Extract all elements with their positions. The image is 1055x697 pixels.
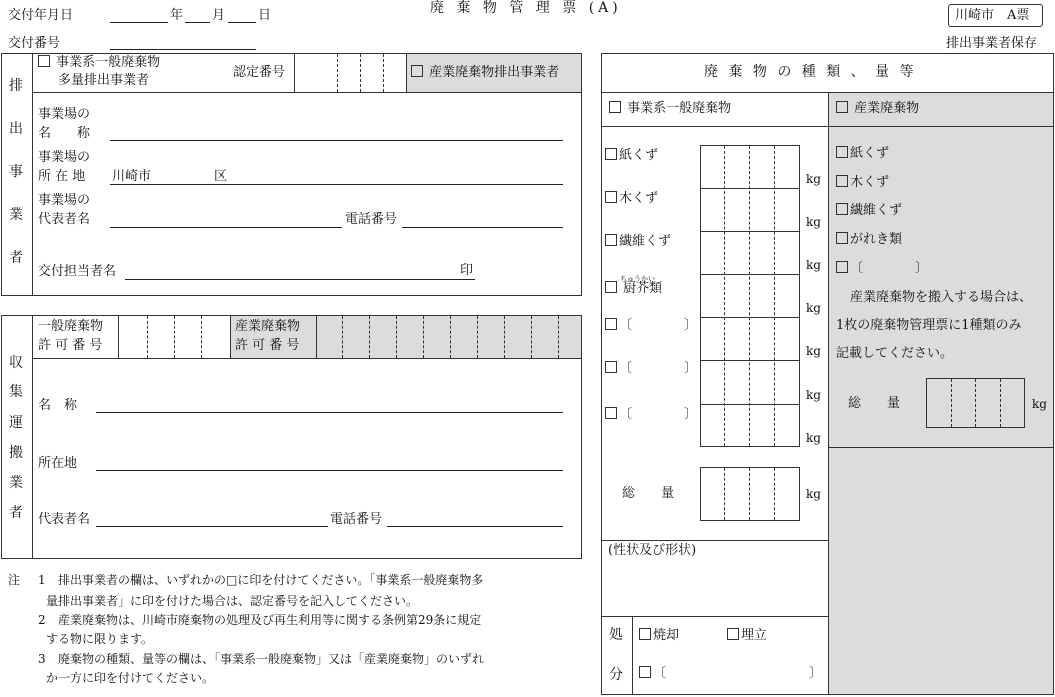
carrier-rep-field[interactable] xyxy=(96,526,328,527)
general-waste-checkbox[interactable] xyxy=(609,101,621,113)
form-title: 廃 棄 物 管 理 票 (A) xyxy=(430,0,622,16)
note-3-line2: か一方に印を付けてください。 xyxy=(46,671,215,685)
general-item-2[interactable] xyxy=(605,234,671,250)
discharger-side-char-0: 排 xyxy=(9,78,23,94)
bulk-discharger-checkbox[interactable] xyxy=(38,55,50,67)
site-name-field[interactable] xyxy=(110,140,563,141)
general-amount-grid[interactable] xyxy=(700,145,800,447)
industrial-permit-label-2: 許 可 番 号 xyxy=(235,338,300,353)
landfill-label: 埋立 xyxy=(741,628,768,643)
carrier-address-label: 所在地 xyxy=(38,456,78,471)
note-2-num: 2 xyxy=(38,613,46,627)
site-name-label-2: 名 称 xyxy=(38,126,91,141)
issue-number-field[interactable] xyxy=(110,49,256,50)
issue-date-month-field[interactable] xyxy=(185,22,210,23)
landfill-checkbox[interactable] xyxy=(727,628,739,640)
industrial-item-1[interactable] xyxy=(836,175,889,191)
general-item-5[interactable] xyxy=(605,361,697,377)
carrier-side-char-4: 業 xyxy=(9,475,23,491)
industrial-item-2[interactable] xyxy=(836,203,902,219)
general-item-6-checkbox[interactable] xyxy=(605,407,617,419)
disposal-other-option[interactable] xyxy=(639,666,822,682)
industrial-total-field[interactable] xyxy=(926,378,1025,428)
industrial-item-2-checkbox[interactable] xyxy=(836,203,848,215)
industrial-item-2-label: 繊維くず xyxy=(850,203,903,218)
general-permit-field[interactable] xyxy=(118,316,229,357)
discharger-side-char-2: 事 xyxy=(9,164,23,180)
industrial-permit-label-1: 産業廃棄物 xyxy=(235,319,301,334)
bulk-discharger-label-1: 事業系一般廃棄物 xyxy=(56,55,161,70)
keep-note: 排出事業者保存 xyxy=(946,36,1038,51)
industrial-item-0-checkbox[interactable] xyxy=(836,146,848,158)
general-item-0[interactable] xyxy=(605,148,658,164)
phone-label: 電話番号 xyxy=(345,212,398,227)
issue-date-label: 交付年月日 xyxy=(8,8,74,23)
discharger-side-char-1: 出 xyxy=(9,121,23,137)
general-item-5-checkbox[interactable] xyxy=(605,361,617,373)
general-permit-label-2: 許 可 番 号 xyxy=(38,338,103,353)
waste-header: 廃 棄 物 の 種 類 、 量 等 xyxy=(704,64,917,80)
industrial-item-4-label: 〔 〕 xyxy=(850,261,929,276)
industrial-permit-field[interactable] xyxy=(316,316,580,357)
incineration-label: 焼却 xyxy=(653,628,680,643)
note-1-line1: 排出事業者の欄は、いずれかの□に印を付けてください。「事業系一般廃棄物多 xyxy=(58,573,484,587)
industrial-item-4-checkbox[interactable] xyxy=(836,261,848,273)
general-waste-label: 事業系一般廃棄物 xyxy=(627,101,732,116)
industrial-item-3[interactable] xyxy=(836,232,902,248)
carrier-name-label: 名 称 xyxy=(38,398,78,413)
note-2-line1: 産業廃棄物は、川崎市廃棄物の処理及び再生利用等に関する条例第29条に規定 xyxy=(58,613,482,627)
general-item-1[interactable] xyxy=(605,191,658,207)
rep-label-1: 事業場の xyxy=(38,193,91,208)
carrier-address-field[interactable] xyxy=(96,470,563,471)
site-address-label-2: 所 在 地 xyxy=(38,169,86,184)
kg-unit-0: kg xyxy=(806,172,821,186)
issuer-person-label: 交付担当者名 xyxy=(38,264,117,279)
carrier-side-char-5: 者 xyxy=(9,505,23,521)
note-1-num: 1 xyxy=(38,573,46,587)
state-field[interactable] xyxy=(604,560,826,612)
general-total-unit: kg xyxy=(806,487,821,501)
industrial-item-3-checkbox[interactable] xyxy=(836,232,848,244)
copy-label: 川崎市 A票 xyxy=(955,8,1030,23)
general-item-0-checkbox[interactable] xyxy=(605,148,617,160)
note-3-line1: 廃棄物の種類、量等の欄は、「事業系一般廃棄物」又は「産業廃棄物」のいずれ xyxy=(58,652,485,666)
general-item-4[interactable] xyxy=(605,318,697,334)
discharger-side-char-4: 者 xyxy=(9,250,23,266)
cert-number-label: 認定番号 xyxy=(233,65,286,80)
site-address-field[interactable] xyxy=(110,184,563,185)
industrial-waste-option[interactable] xyxy=(836,101,919,117)
site-name-label-1: 事業場の xyxy=(38,107,91,122)
general-total-label: 総 量 xyxy=(622,486,675,501)
carrier-phone-field[interactable] xyxy=(387,526,563,527)
landfill-option[interactable] xyxy=(727,628,767,644)
carrier-rep-label: 代表者名 xyxy=(38,512,91,527)
industrial-discharger-checkbox[interactable] xyxy=(411,65,423,77)
note-3-num: 3 xyxy=(38,652,46,666)
general-permit-label-1: 一般廃棄物 xyxy=(38,319,104,334)
bulk-discharger-option[interactable] xyxy=(38,55,160,71)
general-item-6[interactable] xyxy=(605,407,697,423)
carrier-side-char-0: 収 xyxy=(9,355,23,371)
disposal-other-label: 〔 〕 xyxy=(653,666,823,681)
kg-unit-1: kg xyxy=(806,215,821,229)
bulk-discharger-label-2: 多量排出事業者 xyxy=(58,73,150,88)
day-label: 日 xyxy=(258,8,272,23)
general-item-2-checkbox[interactable] xyxy=(605,234,617,246)
industrial-waste-label: 産業廃棄物 xyxy=(854,101,920,116)
incineration-checkbox[interactable] xyxy=(639,628,651,640)
issue-date-year-field[interactable] xyxy=(110,22,168,23)
month-label: 月 xyxy=(212,8,226,23)
industrial-total-label: 総 量 xyxy=(848,396,901,411)
general-item-3[interactable] xyxy=(605,281,662,297)
note-1-line2: 量排出事業者」に印を付けた場合は、認定番号を記入してください。 xyxy=(46,594,419,608)
phone-field[interactable] xyxy=(402,227,563,228)
industrial-note-1: 産業廃棄物を搬入する場合は、 xyxy=(850,290,1033,305)
industrial-discharger-option[interactable] xyxy=(411,65,559,81)
issue-number-label: 交付番号 xyxy=(8,36,61,51)
general-item-3-label: 厨芥類 xyxy=(623,281,663,296)
discharger-section xyxy=(1,53,582,296)
year-label: 年 xyxy=(170,8,184,23)
general-item-1-checkbox[interactable] xyxy=(605,191,617,203)
kg-unit-4: kg xyxy=(806,344,821,358)
industrial-waste-checkbox[interactable] xyxy=(836,101,848,113)
industrial-total-unit: kg xyxy=(1032,397,1047,411)
issue-date-day-field[interactable] xyxy=(228,22,256,23)
disposal-other-checkbox[interactable] xyxy=(639,666,651,678)
industrial-item-1-checkbox[interactable] xyxy=(836,175,848,187)
general-item-3-ruby: ちゅうかい xyxy=(620,275,655,283)
disposal-side-char-1: 分 xyxy=(609,667,623,683)
general-item-6-label: 〔 〕 xyxy=(619,407,698,422)
general-item-0-label: 紙くず xyxy=(619,148,659,163)
kg-unit-2: kg xyxy=(806,258,821,272)
general-total-field[interactable] xyxy=(700,467,800,521)
industrial-item-0[interactable] xyxy=(836,146,889,162)
carrier-phone-label: 電話番号 xyxy=(330,512,383,527)
industrial-item-4[interactable] xyxy=(836,261,928,277)
discharger-side-char-3: 業 xyxy=(9,207,23,223)
city-label: 川崎市 xyxy=(112,169,152,184)
note-2-line2: する物に限ります。 xyxy=(46,632,154,646)
carrier-side-char-3: 搬 xyxy=(9,445,23,461)
kg-unit-5: kg xyxy=(806,388,821,402)
ward-label: 区 xyxy=(214,169,228,184)
seal-mark: 印 xyxy=(460,263,474,278)
industrial-note-3: 記載してください。 xyxy=(836,346,954,361)
general-item-4-checkbox[interactable] xyxy=(605,318,617,330)
rep-name-field[interactable] xyxy=(110,227,342,228)
kg-unit-6: kg xyxy=(806,431,821,445)
copy-badge xyxy=(948,4,1043,27)
carrier-side-char-1: 集 xyxy=(9,384,23,400)
state-label: (性状及び形状) xyxy=(608,543,697,558)
general-item-1-label: 木くず xyxy=(619,191,659,206)
issuer-person-field[interactable] xyxy=(125,279,475,280)
incineration-option[interactable] xyxy=(639,628,679,644)
industrial-item-1-label: 木くず xyxy=(850,175,890,190)
industrial-discharger-label: 産業廃棄物排出事業者 xyxy=(429,65,560,80)
notes-prefix: 注 xyxy=(8,573,21,587)
general-item-2-label: 繊維くず xyxy=(619,234,672,249)
disposal-side-char-0: 処 xyxy=(609,627,623,643)
carrier-name-field[interactable] xyxy=(96,412,563,413)
kg-unit-3: kg xyxy=(806,301,821,315)
general-item-4-label: 〔 〕 xyxy=(619,318,698,333)
rep-label-2: 代表者名 xyxy=(38,212,91,227)
industrial-item-0-label: 紙くず xyxy=(850,146,890,161)
cert-number-field[interactable] xyxy=(294,54,404,91)
general-item-5-label: 〔 〕 xyxy=(619,361,698,376)
carrier-side-char-2: 運 xyxy=(9,415,23,431)
industrial-item-3-label: がれき類 xyxy=(850,232,903,247)
general-waste-option[interactable] xyxy=(609,101,731,117)
site-address-label-1: 事業場の xyxy=(38,150,91,165)
industrial-note-2: 1枚の廃棄物管理票に1種類のみ xyxy=(836,318,1022,333)
general-item-3-checkbox[interactable] xyxy=(605,281,617,293)
